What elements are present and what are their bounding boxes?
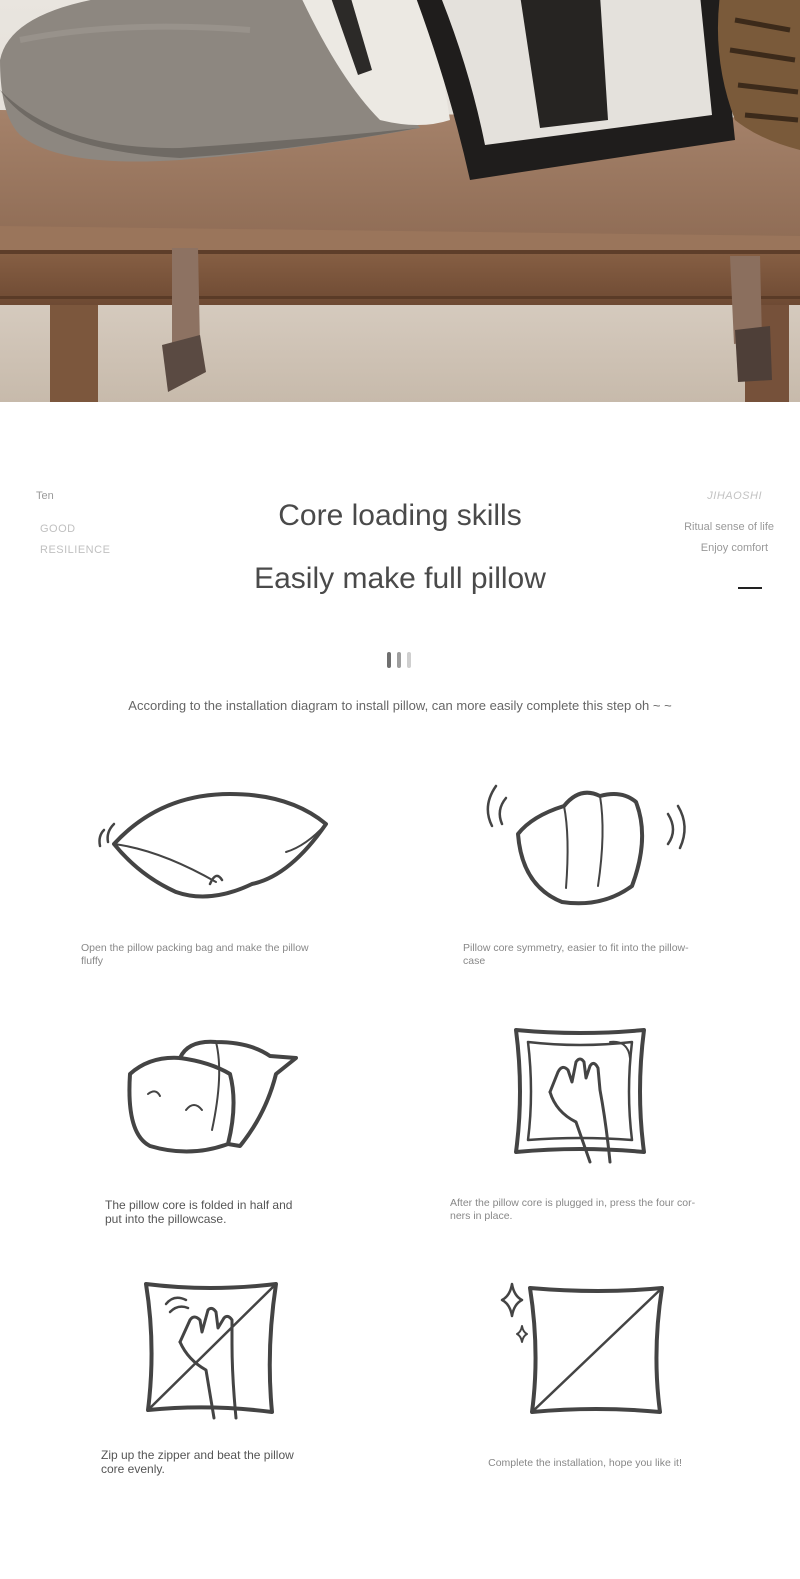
step-6-illustration bbox=[500, 1282, 670, 1422]
step-4-caption: After the pillow core is plugged in, press the four cor-ners in place. bbox=[450, 1197, 696, 1222]
step-1-illustration bbox=[90, 780, 340, 910]
decorative-bars-icon bbox=[387, 652, 413, 668]
zip-beat-icon bbox=[140, 1280, 285, 1425]
step-3-caption: The pillow core is folded in half and put into the pillowcase. bbox=[105, 1198, 293, 1226]
press-corners-icon bbox=[510, 1026, 660, 1166]
step-3-illustration bbox=[120, 1034, 310, 1164]
section-subtitle: Easily make full pillow bbox=[254, 562, 546, 595]
step-2-caption: Pillow core symmetry, easier to fit into the pillow-case bbox=[463, 942, 689, 967]
step-5-caption: Zip up the zipper and beat the pillow core evenly. bbox=[101, 1448, 294, 1476]
step-5-illustration bbox=[140, 1280, 285, 1425]
side-label-enjoy: Enjoy comfort bbox=[700, 542, 768, 554]
side-label-good: GOOD bbox=[40, 523, 76, 535]
step-6-caption: Complete the installation, hope you like it! bbox=[488, 1457, 682, 1469]
step-2-illustration bbox=[482, 776, 692, 916]
side-label-ritual: Ritual sense of life bbox=[684, 521, 774, 533]
complete-sparkle-icon bbox=[500, 1282, 670, 1422]
insert-pillow-icon bbox=[120, 1034, 310, 1164]
intro-text: According to the installation diagram to install pillow, can more easily complete this step oh ~ ~ bbox=[128, 698, 672, 713]
side-label-resilience: RESILIENCE bbox=[40, 544, 111, 556]
fluff-pillow-icon bbox=[90, 780, 340, 910]
hero-photo bbox=[0, 0, 800, 402]
step-4-illustration bbox=[510, 1026, 660, 1166]
section-title: Core loading skills bbox=[278, 499, 522, 532]
step-1-caption: Open the pillow packing bag and make the pillow fluffy bbox=[81, 942, 309, 967]
fold-pillow-icon bbox=[482, 776, 692, 916]
side-label-ten: Ten bbox=[36, 490, 54, 502]
brand-name: JIHAOSHI bbox=[707, 490, 762, 502]
